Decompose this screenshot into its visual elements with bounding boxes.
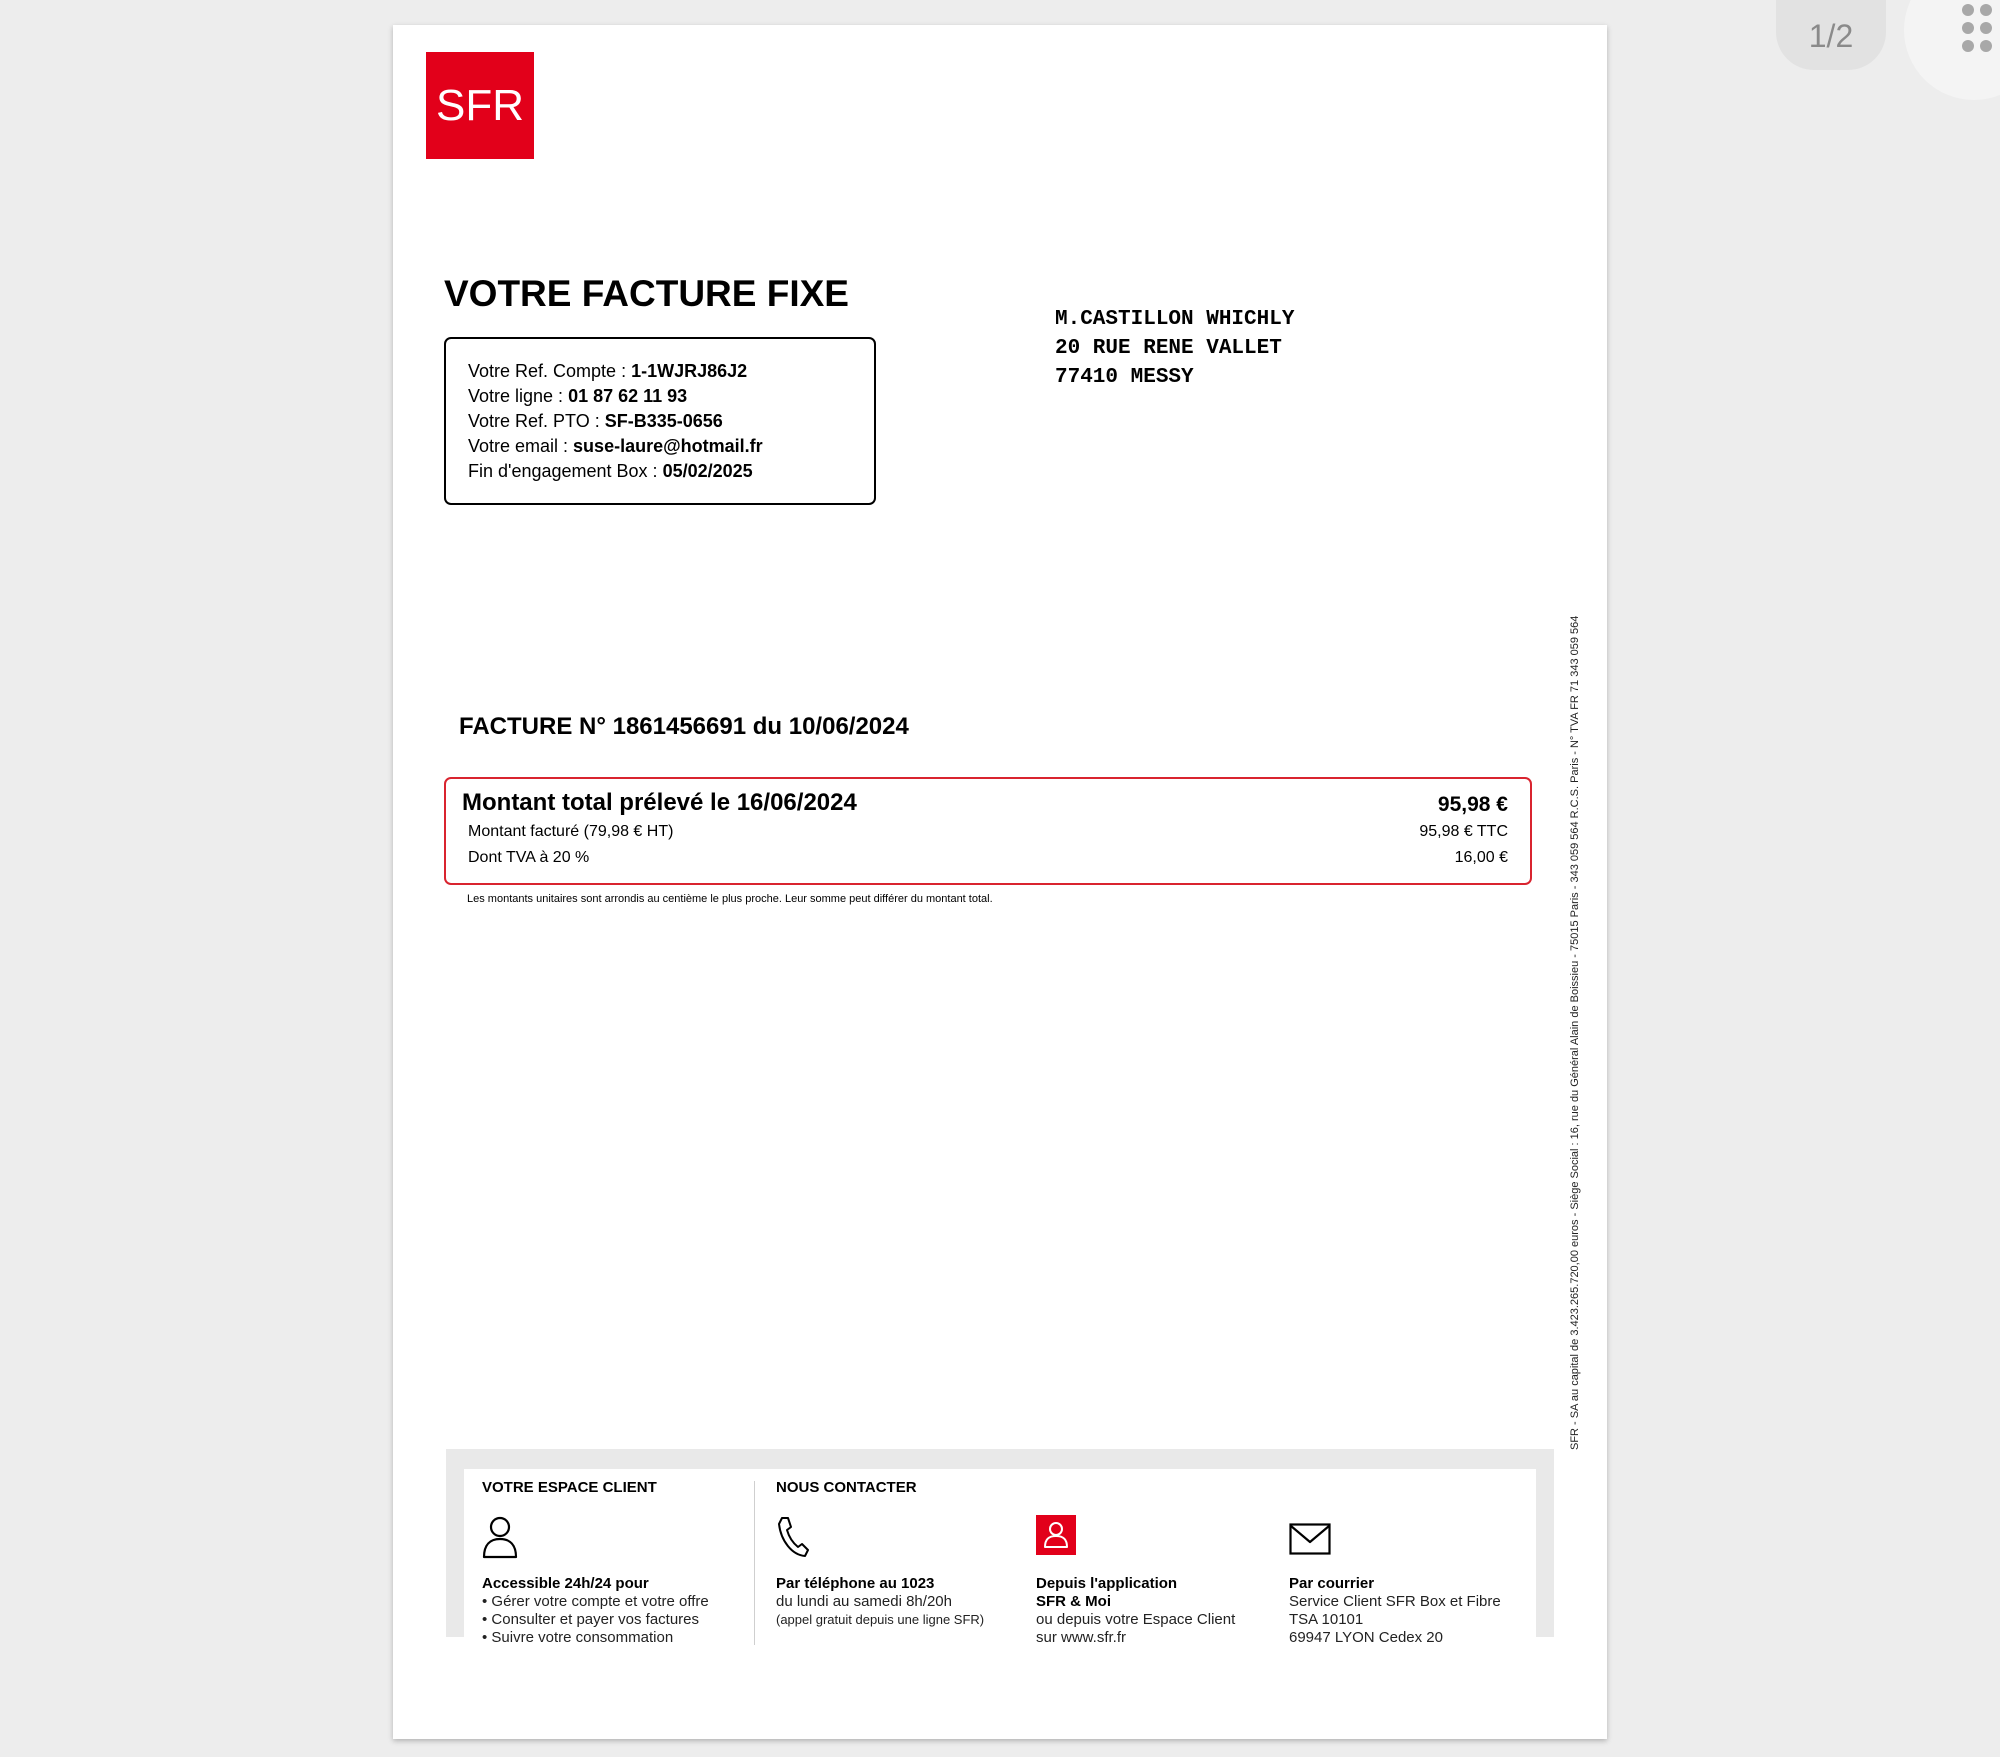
account-info-box xyxy=(444,337,876,505)
mail-contact-text xyxy=(1289,1575,1501,1647)
ref-compte-row xyxy=(468,359,874,384)
espace-client-lead: Accessible 24h/24 pour xyxy=(482,1575,649,1592)
ligne-value: 01 87 62 11 93 xyxy=(568,386,688,406)
more-icon[interactable] xyxy=(1962,4,1996,52)
phone-lead: Par téléphone au 1023 xyxy=(776,1575,935,1592)
app-lead-1: Depuis l'application xyxy=(1036,1575,1178,1592)
app-contact-text xyxy=(1036,1575,1235,1647)
sfr-logo xyxy=(426,52,534,159)
app-icon xyxy=(1036,1515,1076,1560)
address-line-3: 77410 MESSY xyxy=(1055,366,1194,389)
espace-client-item-1: • Gérer votre compte et votre offre xyxy=(482,1593,709,1610)
footer-content xyxy=(464,1469,1536,1655)
ref-pto-row xyxy=(468,409,874,434)
billed-value: 95,98 € TTC xyxy=(1419,823,1508,840)
amount-box xyxy=(444,777,1532,885)
legal-mention: SFR - SA au capital de 3.423.265.720,00 euros - Siège Social : 16, rue du Général Alain de Boissieu - 75015 Paris - 343 059 564 R.C.S. Paris - N° TVA FR 71 343 059 564 xyxy=(1569,615,1581,1450)
recipient-address xyxy=(1055,305,1294,392)
app-line-1: ou depuis votre Espace Client xyxy=(1036,1611,1236,1628)
contact-heading: NOUS CONTACTER xyxy=(776,1479,917,1496)
espace-client-item-2: • Consulter et payer vos factures xyxy=(482,1611,700,1628)
ligne-label: Votre ligne : xyxy=(468,386,569,406)
tva-label: Dont TVA à 20 % xyxy=(468,849,590,866)
total-label: Montant total prélevé le 16/06/2024 xyxy=(462,789,857,816)
invoice-page xyxy=(393,25,1607,1739)
page-indicator xyxy=(1776,0,1886,70)
phone-contact-text xyxy=(776,1575,984,1629)
mail-line-2: TSA 10101 xyxy=(1289,1611,1364,1628)
rounding-footnote: Les montants unitaires sont arrondis au centième le plus proche. Leur somme peut différer du montant total. xyxy=(467,893,993,905)
footer-divider xyxy=(754,1481,755,1645)
phone-icon xyxy=(776,1515,810,1564)
address-line-2: 20 RUE RENE VALLET xyxy=(1055,337,1282,360)
footer-panel xyxy=(446,1449,1554,1646)
ligne-row xyxy=(468,384,874,409)
document-title: VOTRE FACTURE FIXE xyxy=(444,273,849,314)
email-row xyxy=(468,434,874,459)
ref-compte-label: Votre Ref. Compte : xyxy=(468,361,632,381)
espace-client-text xyxy=(482,1575,709,1647)
user-icon xyxy=(482,1515,522,1564)
engagement-row xyxy=(468,459,874,484)
engagement-value: 05/02/2025 xyxy=(662,461,753,481)
email-value: suse-laure@hotmail.fr xyxy=(573,436,763,456)
mail-icon xyxy=(1289,1523,1331,1560)
ref-pto-value: SF-B335-0656 xyxy=(604,411,723,431)
app-line-2: sur www.sfr.fr xyxy=(1036,1629,1127,1646)
phone-note: (appel gratuit depuis une ligne SFR) xyxy=(776,1612,985,1627)
invoice-number: FACTURE N° 1861456691 du 10/06/2024 xyxy=(459,713,909,740)
email-label: Votre email : xyxy=(468,436,574,456)
billed-label: Montant facturé (79,98 € HT) xyxy=(468,823,674,840)
mail-line-1: Service Client SFR Box et Fibre xyxy=(1289,1593,1501,1610)
engagement-label: Fin d'engagement Box : xyxy=(468,461,663,481)
total-value: 95,98 € xyxy=(1437,793,1508,816)
espace-client-heading: VOTRE ESPACE CLIENT xyxy=(482,1479,657,1496)
ref-pto-label: Votre Ref. PTO : xyxy=(468,411,605,431)
address-line-1: M.CASTILLON WHICHLY xyxy=(1055,308,1295,331)
app-lead-2: SFR & Moi xyxy=(1036,1593,1111,1610)
mail-line-3: 69947 LYON Cedex 20 xyxy=(1289,1629,1443,1646)
page-indicator-text: 1/2 xyxy=(1808,17,1854,54)
logo-text: SFR xyxy=(436,80,524,130)
phone-hours: du lundi au samedi 8h/20h xyxy=(776,1593,952,1610)
tva-value: 16,00 € xyxy=(1454,849,1508,866)
mail-lead: Par courrier xyxy=(1289,1575,1375,1592)
ref-compte-value: 1-1WJRJ86J2 xyxy=(631,361,748,381)
espace-client-item-3: • Suivre votre consommation xyxy=(482,1629,674,1646)
